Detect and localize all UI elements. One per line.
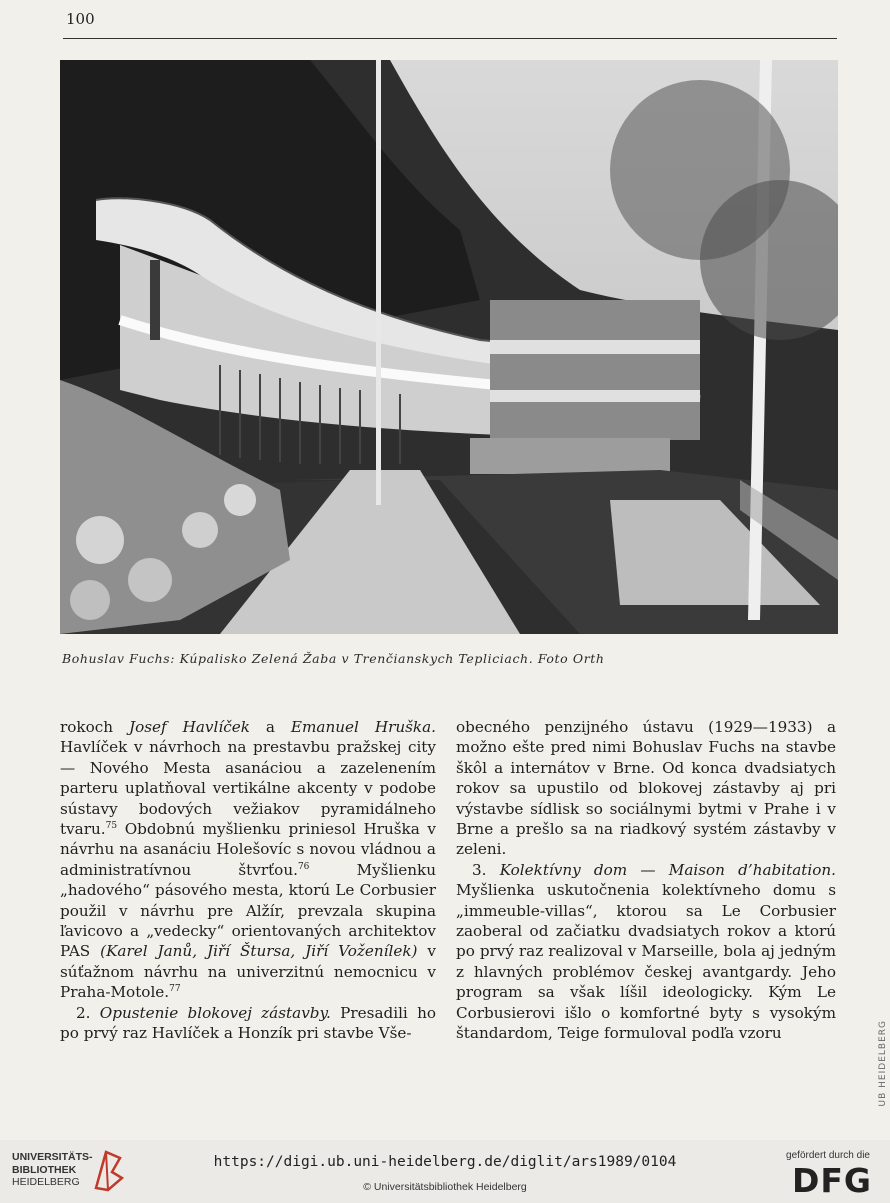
paragraph-right-2: 3. Kolektívny dom — Maison d’habitation. Myšlienka uskutočnenia kolektívneho domu s „immeuble-villas“, ktorou sa Le Corbusier zaoberal od začiatku dvadsiatych rokov a ktorú po prvý raz realizoval v Marseille, bola aj jedným z hlavných problémov českej avantgardy. Jeho program sa však líšil ideologicky. Kým Le Corbusierovi išlo o komfortné byty s vysokým štandardom, Teige formuloval podľa vzoru	[456, 860, 836, 1043]
paragraph-right-1: obecného penzijného ústavu (1929—1933) a možno ešte pred nimi Bohuslav Fuchs na stavbe škôl a internátov v Brne. Od konca dvadsiatych rokov sa upustilo od blokovej zástavby aj pri výstavbe sídlisk so sociálnymi bytmi v Prahe i v Brne a prešlo sa na riadkový systém zástavby v zeleni.	[456, 718, 836, 859]
funding-note: gefördert durch die	[786, 1150, 870, 1161]
left-text-column	[60, 717, 436, 1044]
section-number: 2.	[76, 1003, 91, 1022]
library-logo-text[interactable]: UNIVERSITÄTS- BIBLIOTHEK HEIDELBERG	[12, 1151, 93, 1188]
paragraph-left-1: rokoch Josef Havlíček a Emanuel Hruška. Havlíček v návrhoch na prestavbu pražskej city — Nového Mesta asanáciou a zazelenením parteru uplatňoval vertikálne akcenty v podobe sústavy bodových vežiakov pyramidálneho tvaru.$^{75}$ Obdobnú myšlienku priniesol Hruška v návrhu na asanáciu Holešovíc s novou vládnou a administratívnou štvrťou.$^{76}$ Myšlienku „hadového“ pásového mesta, ktorú Le Corbusier použil v návrhu pre Alžír, prevzala skupina ľavicovo a „vedecky“ orientovaných architektov PAS (Karel Janů, Jiří Štursa, Jiří Voženílek) v súťažnom návrhu na univerzitnú nemocnicu v Praha-Motole.$^{77}$	[60, 718, 437, 1002]
footnote-ref: 76	[297, 861, 310, 872]
paragraph-left-2: 2. Opustenie blokovej zástavby. Presadili ho po prvý raz Havlíček a Honzík pri stavbe Vše-	[60, 1003, 436, 1043]
section-title: Kolektívny dom — Maison d’habitation.	[499, 860, 836, 879]
person-name: Josef Havlíček	[129, 718, 250, 736]
building-photo	[60, 60, 838, 634]
footer-bar	[0, 1140, 890, 1203]
person-names: (Karel Janů, Jiří Štursa, Jiří Voženílek)	[100, 942, 418, 961]
footnote-ref: 75	[105, 820, 118, 831]
section-number: 3.	[472, 860, 487, 879]
header-rule	[63, 38, 837, 39]
figure-caption: Bohuslav Fuchs: Kúpalisko Zelená Žaba v Trenčianskych Tepliciach. Foto Orth	[62, 651, 605, 666]
footnote-ref: 77	[169, 984, 181, 995]
dfg-logo[interactable]: DFG	[791, 1161, 872, 1200]
section-title: Opustenie blokovej zástavby.	[99, 1003, 331, 1022]
library-side-stamp: UB HEIDELBERG	[878, 1020, 888, 1107]
copyright-notice: © Universitätsbibliothek Heidelberg	[363, 1181, 527, 1193]
page-number: 100	[66, 10, 95, 28]
person-name: Emanuel Hruška.	[290, 718, 437, 736]
permalink-url[interactable]: https://digi.ub.uni-heidelberg.de/diglit/ars1989/0104	[213, 1154, 677, 1170]
right-text-column	[456, 717, 836, 1044]
